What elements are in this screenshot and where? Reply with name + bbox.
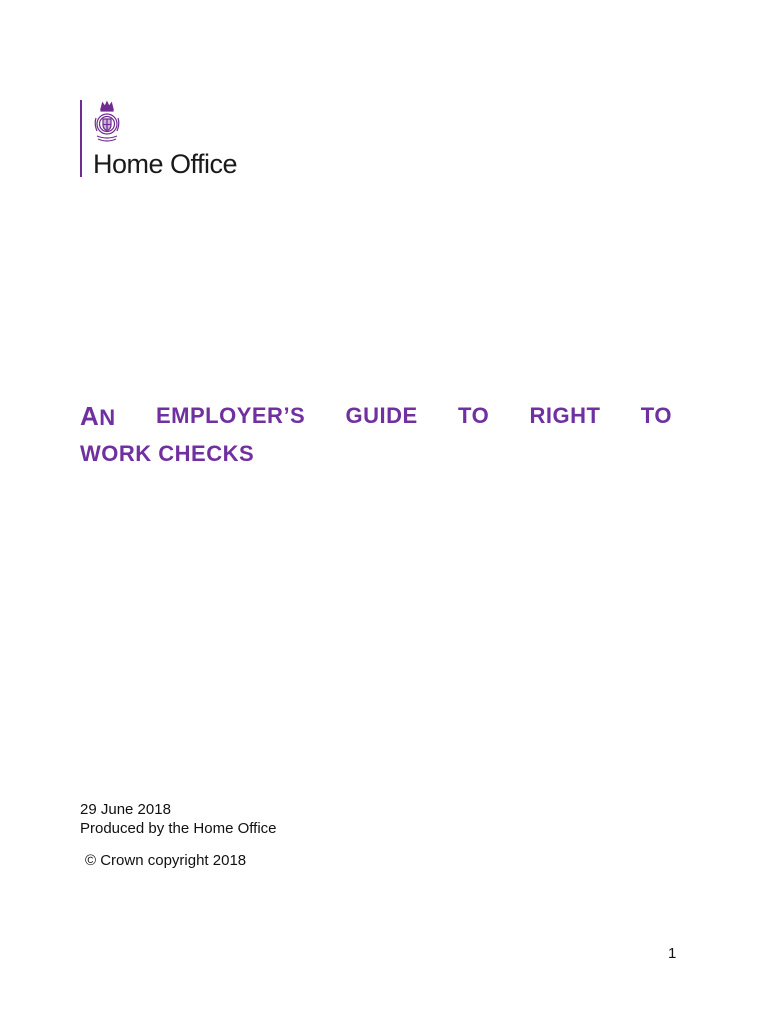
title-word-to: TO bbox=[458, 403, 490, 428]
title-word-right: RIGHT bbox=[529, 403, 601, 428]
title-line-2: WORK CHECKS bbox=[80, 441, 255, 466]
page-number: 1 bbox=[668, 945, 677, 962]
home-office-logo bbox=[80, 100, 290, 180]
publication-date: 29 June 2018 bbox=[80, 801, 171, 818]
title-line-1 bbox=[80, 398, 672, 436]
document-title bbox=[80, 398, 680, 472]
organisation-name: Home Office bbox=[93, 149, 238, 179]
title-word-an: AN bbox=[80, 401, 116, 431]
document-meta bbox=[80, 800, 277, 838]
title-word-guide: GUIDE bbox=[345, 403, 418, 428]
logo-rule bbox=[80, 100, 82, 177]
produced-by: Produced by the Home Office bbox=[80, 820, 277, 837]
copyright-notice: © Crown copyright 2018 bbox=[85, 852, 247, 869]
title-word-employers: EMPLOYER’S bbox=[155, 403, 306, 428]
title-word-to-2: TO bbox=[640, 403, 672, 428]
royal-coat-of-arms-icon bbox=[92, 100, 122, 146]
